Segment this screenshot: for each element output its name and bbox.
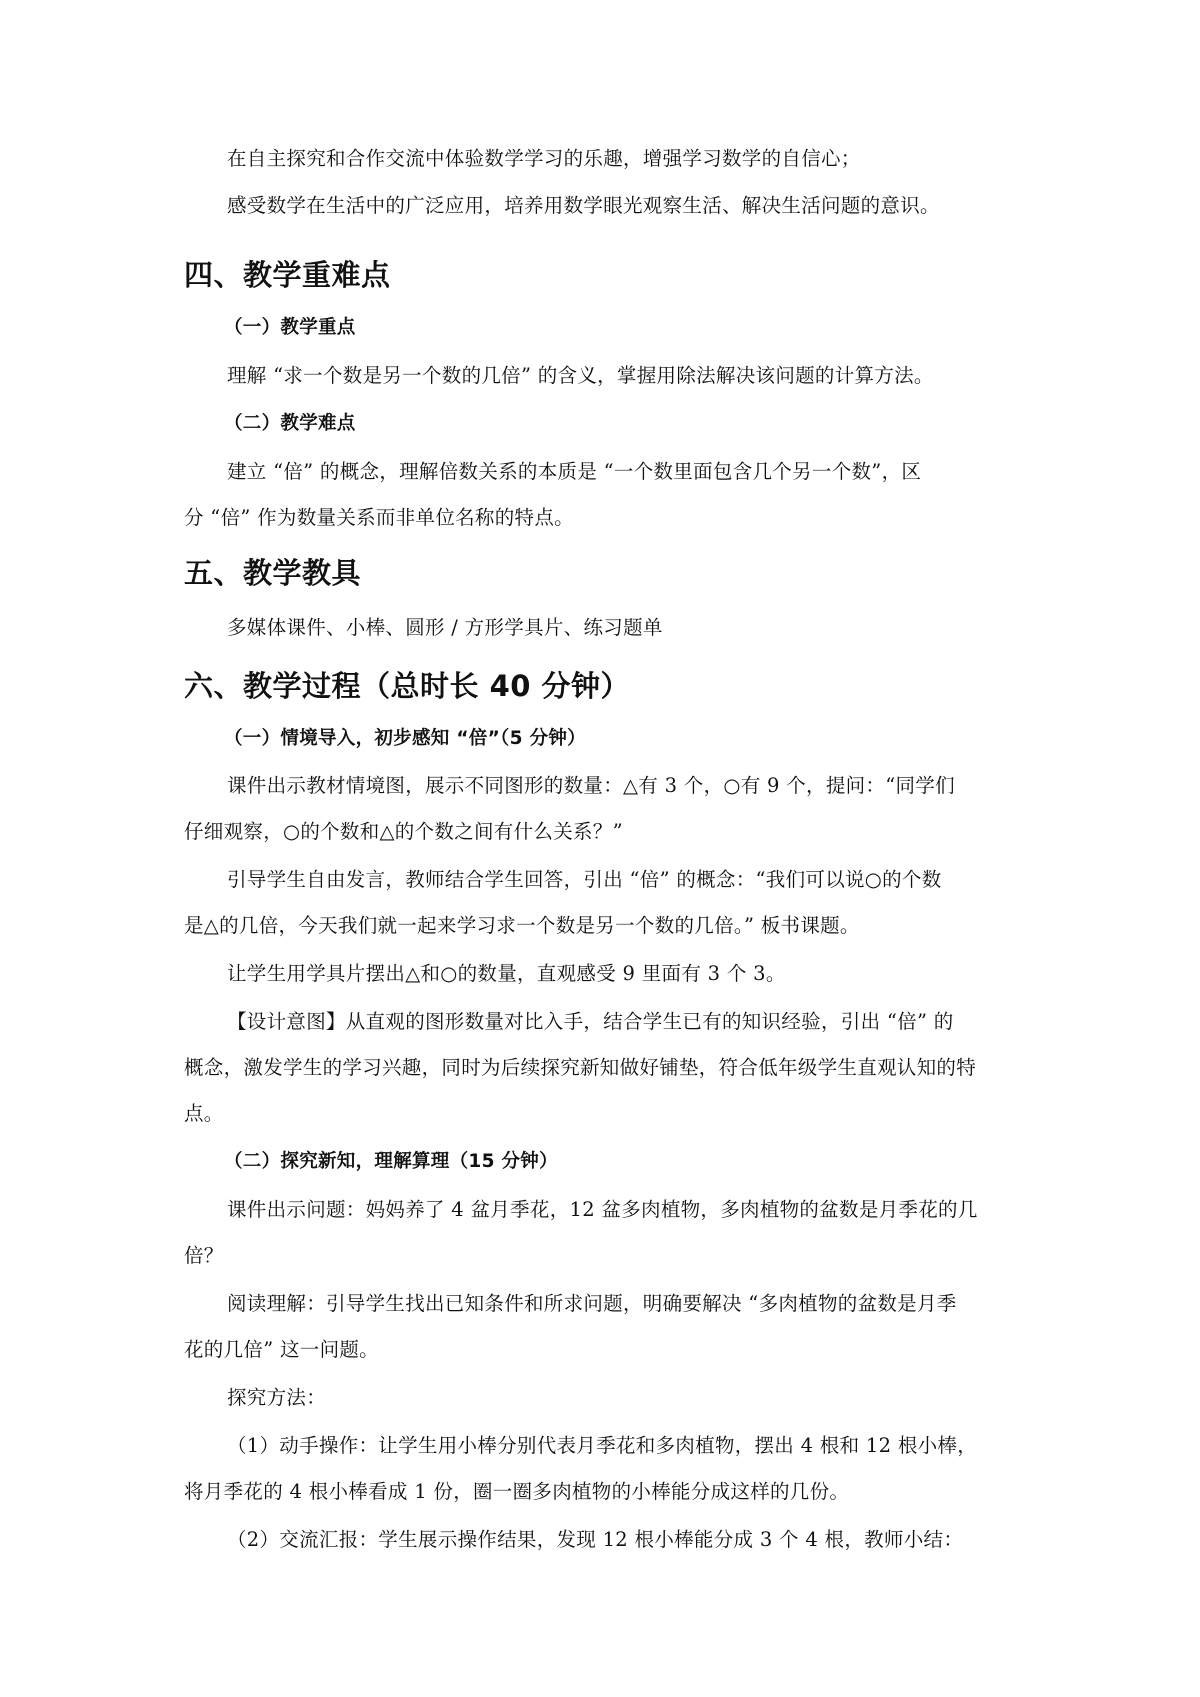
paragraph-part2-p4-line-1: （1）动手操作：让学生用小棒分别代表月季花和多肉植物，摆出 4 根和 12 根小棒， xyxy=(227,1434,978,1457)
paragraph-design-intent-line-3: 点。 xyxy=(184,1102,224,1125)
paragraph-part1-p2-line-2: 是△的几倍，今天我们就一起来学习求一个数是另一个数的几倍。” 板书课题。 xyxy=(184,914,860,937)
paragraph-part1-p1-line-2: 仔细观察，○的个数和△的个数之间有什么关系？” xyxy=(184,820,623,843)
paragraph-part1-p1-line-1: 课件出示教材情境图，展示不同图形的数量：△有 3 个，○有 9 个，提问：“同学们 xyxy=(227,774,955,797)
paragraph-difficult-points-line-1: 建立 “倍” 的概念，理解倍数关系的本质是 “一个数里面包含几个另一个数”，区 xyxy=(227,460,922,483)
paragraph-part2-p2-line-2: 花的几倍” 这一问题。 xyxy=(184,1338,379,1361)
subheading-part-1: （一）情境导入，初步感知 “倍”（5 分钟） xyxy=(224,728,586,749)
paragraph-part2-p1-line-2: 倍？ xyxy=(184,1244,224,1267)
paragraph-emotion-goal-2: 感受数学在生活中的广泛应用，培养用数学眼光观察生活、解决生活问题的意识。 xyxy=(227,194,940,217)
paragraph-design-intent-line-2: 概念，激发学生的学习兴趣，同时为后续探究新知做好铺垫，符合低年级学生直观认知的特 xyxy=(184,1056,977,1079)
paragraph-teaching-aids: 多媒体课件、小棒、圆形 / 方形学具片、练习题单 xyxy=(227,616,663,639)
paragraph-part2-p1-line-1: 课件出示问题：妈妈养了 4 盆月季花，12 盆多肉植物，多肉植物的盆数是月季花的几 xyxy=(227,1198,978,1221)
heading-section-6: 六、教学过程（总时长 40 分钟） xyxy=(184,669,631,703)
subheading-difficult-points: （二）教学难点 xyxy=(224,413,356,434)
paragraph-part2-p4-line-2: 将月季花的 4 根小棒看成 1 份，圈一圈多肉植物的小棒能分成这样的几份。 xyxy=(184,1480,850,1503)
paragraph-key-points: 理解 “求一个数是另一个数的几倍” 的含义，掌握用除法解决该问题的计算方法。 xyxy=(227,364,934,387)
heading-section-5: 五、教学教具 xyxy=(184,556,362,590)
paragraph-part1-p2-line-1: 引导学生自由发言，教师结合学生回答，引出 “倍” 的概念：“我们可以说○的个数 xyxy=(227,868,942,891)
paragraph-difficult-points-line-2: 分 “倍” 作为数量关系而非单位名称的特点。 xyxy=(184,506,574,529)
paragraph-part2-p5: （2）交流汇报：学生展示操作结果，发现 12 根小棒能分成 3 个 4 根，教师小结： xyxy=(227,1528,964,1551)
paragraph-part1-p3: 让学生用学具片摆出△和○的数量，直观感受 9 里面有 3 个 3。 xyxy=(227,962,786,985)
paragraph-part2-p2-line-1: 阅读理解：引导学生找出已知条件和所求问题，明确要解决 “多肉植物的盆数是月季 xyxy=(227,1292,957,1315)
subheading-key-points: （一）教学重点 xyxy=(224,317,356,338)
subheading-part-2: （二）探究新知，理解算理（15 分钟） xyxy=(224,1151,558,1172)
heading-section-4: 四、教学重难点 xyxy=(184,258,391,292)
paragraph-design-intent-line-1: 【设计意图】从直观的图形数量对比入手，结合学生已有的知识经验，引出 “倍” 的 xyxy=(227,1010,954,1033)
paragraph-part2-p3: 探究方法： xyxy=(227,1386,327,1409)
paragraph-emotion-goal-1: 在自主探究和合作交流中体验数学学习的乐趣，增强学习数学的自信心； xyxy=(227,147,861,170)
